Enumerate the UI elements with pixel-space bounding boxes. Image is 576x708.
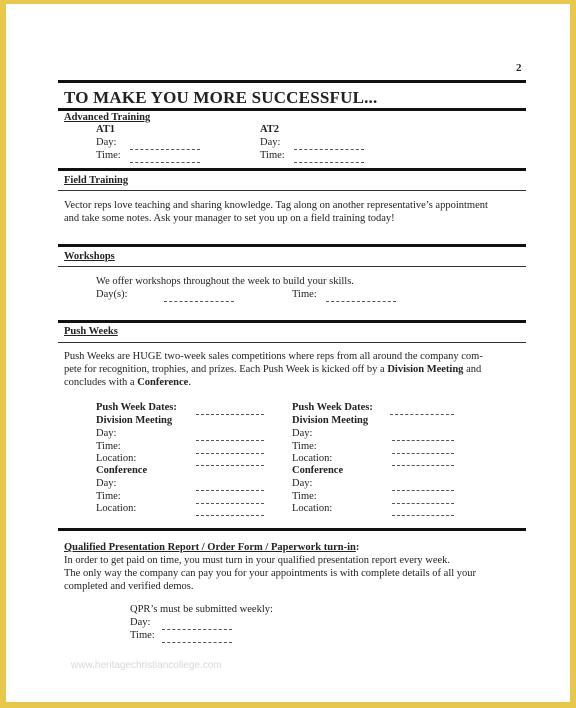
qpr-time-label: Time: xyxy=(130,630,155,641)
qpr-time-field[interactable] xyxy=(162,634,232,643)
section-rule xyxy=(58,528,526,531)
dm-time-label: Time: xyxy=(96,441,121,452)
push-weeks-heading: Push Weeks xyxy=(64,326,118,337)
qpr-day-label: Day: xyxy=(130,617,151,628)
qpr-day-field[interactable] xyxy=(162,621,232,630)
conf-time-label-2: Time: xyxy=(292,491,317,502)
qpr-heading xyxy=(64,542,359,553)
dm-location-label: Location: xyxy=(96,453,137,464)
workshops-days-label: Day(s): xyxy=(96,289,128,300)
field-training-text-2: and take some notes. Ask your manager to set you up on a field training today! xyxy=(64,213,395,224)
workshops-time-field[interactable] xyxy=(326,293,396,302)
conf-location-label: Location: xyxy=(96,503,137,514)
dm-location-field[interactable] xyxy=(196,457,264,466)
at1-day-field[interactable] xyxy=(130,141,200,150)
at1-day-label: Day: xyxy=(96,137,117,148)
dm-day-label-2: Day: xyxy=(292,428,313,439)
section-subrule xyxy=(58,342,526,343)
push-weeks-text-3a: concludes with a xyxy=(64,377,138,388)
dm-day-field-2[interactable] xyxy=(392,432,454,441)
at2-day-label: Day: xyxy=(260,137,281,148)
at2-day-field[interactable] xyxy=(294,141,364,150)
dm-time-field-2[interactable] xyxy=(392,445,454,454)
page-number: 2 xyxy=(516,62,522,74)
dm-day-label: Day: xyxy=(96,428,117,439)
conference-label: Conference xyxy=(96,465,148,476)
conf-time-label: Time: xyxy=(96,491,121,502)
workshops-time-label: Time: xyxy=(292,289,317,300)
conference-emphasis: Conference xyxy=(137,377,189,388)
section-rule xyxy=(58,168,526,171)
push-weeks-text-1: Push Weeks are HUGE two-week sales competitions where reps from all around the company com- xyxy=(64,351,483,362)
push-week-dates-field-2[interactable] xyxy=(390,406,454,415)
workshops-text: We offer workshops throughout the week to build your skills. xyxy=(96,276,354,287)
conf-time-field-2[interactable] xyxy=(392,495,454,504)
section-subrule xyxy=(58,266,526,267)
qpr-text-3: completed and verified demos. xyxy=(64,581,194,592)
dm-day-field[interactable] xyxy=(196,432,264,441)
conf-day-field-2[interactable] xyxy=(392,482,454,491)
at1-time-label: Time: xyxy=(96,150,121,161)
push-week-dates-label-2: Push Week Dates: xyxy=(292,402,373,413)
push-weeks-text-2 xyxy=(64,364,481,375)
watermark: www.heritagechristiancollege.com xyxy=(71,660,222,671)
qpr-text-1: In order to get paid on time, you must turn in your qualified presentation report every week. xyxy=(64,555,451,566)
workshops-heading: Workshops xyxy=(64,251,115,262)
section-rule xyxy=(58,244,526,247)
at2-label: AT2 xyxy=(260,124,280,135)
conference-label-2: Conference xyxy=(292,465,344,476)
title-rule xyxy=(58,108,526,111)
push-weeks-text-2c: and xyxy=(463,364,482,375)
conf-day-label-2: Day: xyxy=(292,478,313,489)
dm-location-label-2: Location: xyxy=(292,453,333,464)
push-weeks-text-3c: . xyxy=(188,377,191,388)
division-meeting-emphasis: Division Meeting xyxy=(387,364,464,375)
push-weeks-text-2a: pete for recognition, trophies, and prizes. Each Push Week is kicked off by a xyxy=(64,364,388,375)
field-training-heading: Field Training xyxy=(64,175,129,186)
push-weeks-text-3 xyxy=(64,377,191,388)
conf-time-field[interactable] xyxy=(196,495,264,504)
qpr-heading-text: Qualified Presentation Report / Order Form / Paperwork turn-in xyxy=(64,542,356,553)
conf-location-label-2: Location: xyxy=(292,503,333,514)
section-subrule xyxy=(58,190,526,191)
document-page xyxy=(6,4,570,702)
qpr-weekly-label: QPR’s must be submitted weekly: xyxy=(130,604,273,615)
conf-day-field[interactable] xyxy=(196,482,264,491)
at1-label: AT1 xyxy=(96,124,116,135)
conf-location-field-2[interactable] xyxy=(392,507,454,516)
qpr-text-2: The only way the company can pay you for your appointments is with complete details of all your xyxy=(64,568,477,579)
workshops-days-field[interactable] xyxy=(164,293,234,302)
dm-time-field[interactable] xyxy=(196,445,264,454)
top-rule xyxy=(58,80,526,83)
at2-time-field[interactable] xyxy=(294,154,364,163)
page-title: TO MAKE YOU MORE SUCCESSFUL... xyxy=(64,88,378,107)
division-meeting-label-2: Division Meeting xyxy=(292,415,369,426)
at1-time-field[interactable] xyxy=(130,154,200,163)
conf-location-field[interactable] xyxy=(196,507,264,516)
qpr-heading-colon: : xyxy=(355,542,360,553)
push-week-dates-label: Push Week Dates: xyxy=(96,402,177,413)
section-rule xyxy=(58,320,526,323)
field-training-text-1: Vector reps love teaching and sharing knowledge. Tag along on another representative’s appointment xyxy=(64,200,488,211)
advanced-training-heading: Advanced Training xyxy=(64,112,151,123)
dm-location-field-2[interactable] xyxy=(392,457,454,466)
at2-time-label: Time: xyxy=(260,150,285,161)
division-meeting-label: Division Meeting xyxy=(96,415,173,426)
push-week-dates-field[interactable] xyxy=(196,406,264,415)
dm-time-label-2: Time: xyxy=(292,441,317,452)
conf-day-label: Day: xyxy=(96,478,117,489)
